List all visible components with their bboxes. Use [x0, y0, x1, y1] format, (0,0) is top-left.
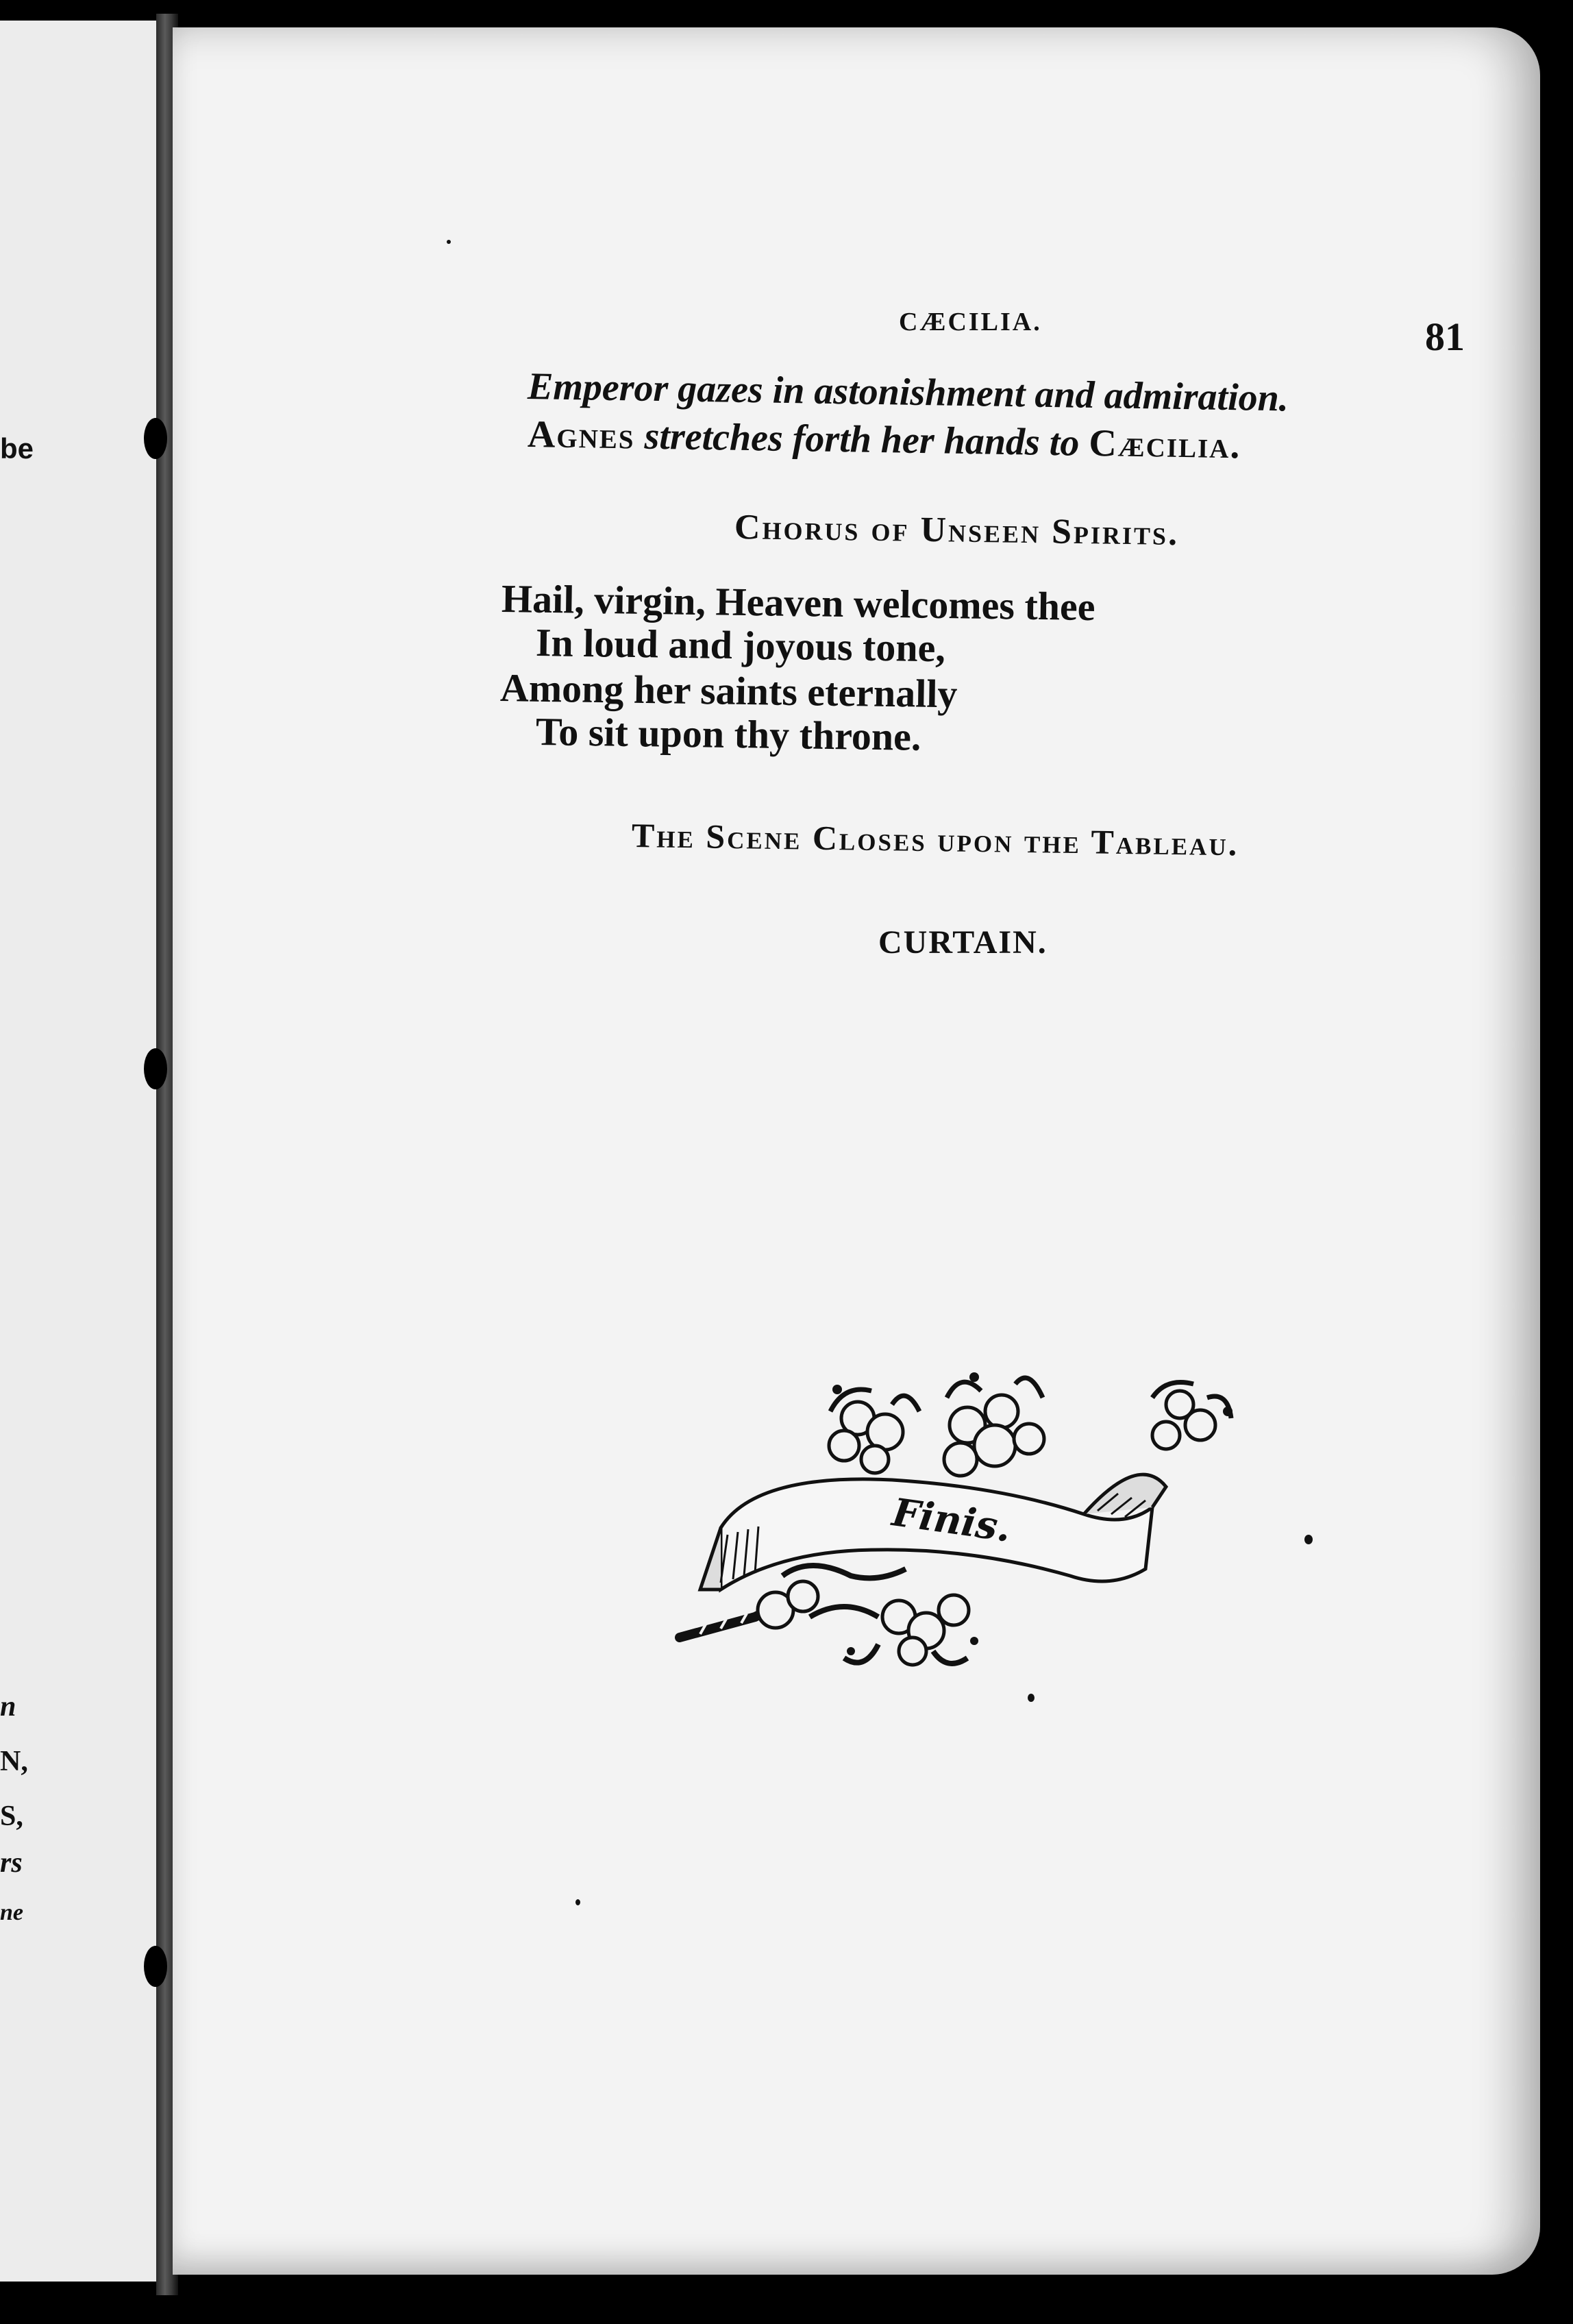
stage-direction-text: gazes in astonishment and admiration.: [667, 367, 1289, 420]
previous-page-fragment: n: [0, 1691, 16, 1722]
running-head: CÆCILIA.: [899, 308, 1042, 336]
stage-direction: [527, 412, 1241, 467]
previous-page-fragment: ne: [0, 1900, 23, 1925]
stage-direction-object: Cæcilia.: [1088, 421, 1241, 467]
chorus-heading: Chorus of Unseen Spirits.: [734, 508, 1180, 554]
ink-speck: [447, 240, 451, 244]
previous-page-fragment: S,: [0, 1801, 23, 1832]
previous-page-edge: [0, 21, 159, 2282]
ink-speck: [575, 1899, 580, 1905]
curtain-line: CURTAIN.: [878, 924, 1048, 961]
stage-direction-subject: Agnes: [527, 413, 636, 458]
ink-speck: [1304, 1535, 1313, 1544]
stage-direction: [527, 364, 1289, 420]
previous-page-fragment: be: [0, 432, 34, 465]
verse-line: Among her saints eternally: [499, 665, 958, 717]
ink-speck: [1028, 1694, 1035, 1702]
verse-line: In loud and joyous tone,: [535, 620, 946, 671]
verse-line: Hail, virgin, Heaven welcomes thee: [501, 576, 1095, 630]
finis-ornament: [673, 1370, 1241, 1685]
spine-notch: [144, 1048, 167, 1089]
book-page: [173, 27, 1540, 2275]
spine-notch: [144, 1946, 167, 1987]
page-number: 81: [1425, 314, 1465, 359]
previous-page-fragment: N,: [0, 1746, 28, 1777]
scene-direction: The Scene Closes upon the Tableau.: [631, 816, 1239, 863]
spine-notch: [144, 418, 167, 459]
verse-line: To sit upon thy throne.: [535, 709, 921, 759]
finis-label: Finis.: [889, 1489, 1014, 1551]
stage-direction-subject: Emperor: [527, 365, 669, 410]
stage-direction-text: stretches forth her hands to: [634, 415, 1089, 465]
previous-page-fragment: rs: [0, 1847, 23, 1879]
